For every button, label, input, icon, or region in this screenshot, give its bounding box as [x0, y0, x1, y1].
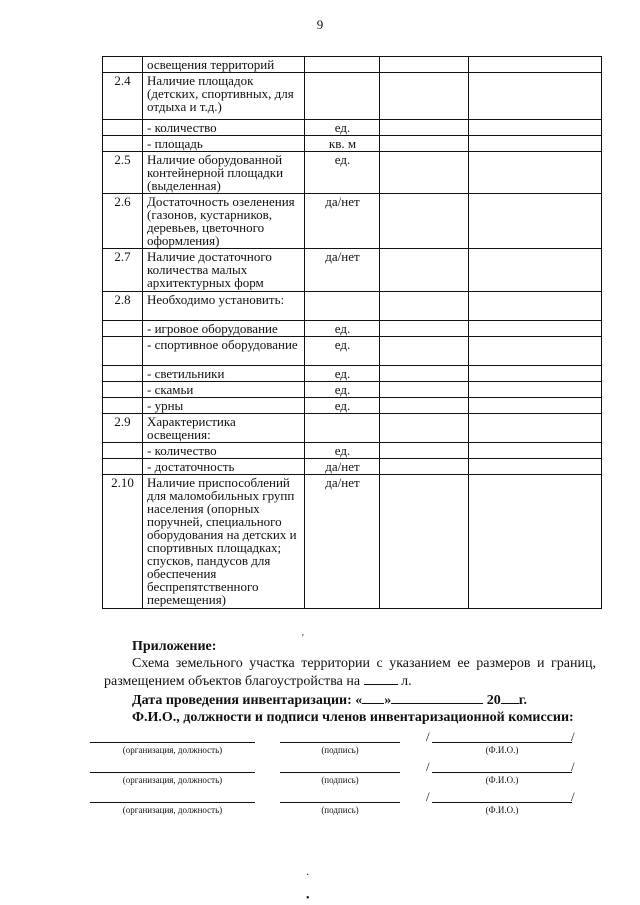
row-value-cell [380, 292, 469, 321]
row-number: 2.8 [103, 292, 143, 321]
decorative-mark: • [306, 893, 310, 904]
row-name: Необходимо установить: [143, 292, 305, 321]
row-note-cell [469, 475, 602, 609]
row-value-cell [380, 443, 469, 459]
org-caption: (организация, должность) [122, 745, 223, 755]
row-name: Наличие оборудованной контейнерной площадки (выделенная) [143, 152, 305, 194]
table-row [103, 136, 602, 152]
row-value-cell [380, 398, 469, 414]
appendix-text: Схема земельного участка территории с указанием ее размеров и границ, размещением объектов благоустройства на л. [104, 656, 596, 689]
row-note-cell [469, 337, 602, 366]
row-note-cell [469, 382, 602, 398]
inventory-date-line: Дата проведения инвентаризации: « » 20 г. [132, 693, 528, 708]
row-unit: ед. [305, 152, 380, 194]
row-value-cell [380, 152, 469, 194]
org-caption: (организация, должность) [122, 805, 223, 815]
table-row [103, 382, 602, 398]
slash-mark: / [571, 789, 575, 804]
fio-caption: (Ф.И.О.) [485, 745, 519, 755]
row-note-cell [469, 194, 602, 249]
table-row [103, 120, 602, 136]
table-row [103, 249, 602, 292]
row-name: - спортивное оборудование [143, 337, 305, 366]
row-name: Наличие площадок (детских, спортивных, для отдыха и т.д.) [143, 73, 305, 120]
signature-row [90, 789, 590, 823]
row-note-cell [469, 398, 602, 414]
signature-row [90, 759, 590, 793]
row-name: Наличие приспособлений для маломобильных групп населения (опорных поручней, специального оборудования на детских и спортивных площадках; спусков, пандусов для обеспечения беспрепятственного перемещения) [143, 475, 305, 609]
decorative-mark: · [306, 870, 310, 881]
row-name: - скамьи [143, 382, 305, 398]
slash-mark: / [426, 729, 430, 744]
row-value-cell [380, 136, 469, 152]
row-unit [305, 73, 380, 120]
table-row [103, 57, 602, 73]
row-unit: ед. [305, 321, 380, 337]
row-unit: да/нет [305, 459, 380, 475]
slash-mark: / [571, 729, 575, 744]
row-name: - достаточность [143, 459, 305, 475]
row-number [103, 398, 143, 414]
row-number [103, 382, 143, 398]
row-value-cell [380, 382, 469, 398]
row-note-cell [469, 73, 602, 120]
row-note-cell [469, 292, 602, 321]
row-unit: ед. [305, 120, 380, 136]
org-line [90, 741, 255, 743]
row-unit: ед. [305, 443, 380, 459]
row-value-cell [380, 459, 469, 475]
row-number: 2.5 [103, 152, 143, 194]
row-note-cell [469, 57, 602, 73]
row-value-cell [380, 120, 469, 136]
sign-caption: (подпись) [321, 775, 359, 785]
table-row [103, 443, 602, 459]
appendix-section [104, 638, 596, 709]
sign-caption: (подпись) [321, 805, 359, 815]
row-unit: ед. [305, 366, 380, 382]
row-number [103, 120, 143, 136]
row-value-cell [380, 366, 469, 382]
row-value-cell [380, 337, 469, 366]
row-name: освещения территорий [143, 57, 305, 73]
row-name: - количество [143, 120, 305, 136]
row-value-cell [380, 73, 469, 120]
row-name: - урны [143, 398, 305, 414]
row-name: - площадь [143, 136, 305, 152]
row-number [103, 443, 143, 459]
row-name: Характеристика освещения: [143, 414, 305, 443]
row-note-cell [469, 366, 602, 382]
fio-line [432, 771, 572, 773]
row-unit: кв. м [305, 136, 380, 152]
row-value-cell [380, 321, 469, 337]
inventory-table [102, 56, 602, 609]
table-row [103, 292, 602, 321]
sign-caption: (подпись) [321, 745, 359, 755]
row-note-cell [469, 136, 602, 152]
row-value-cell [380, 194, 469, 249]
sign-line [280, 741, 400, 743]
row-unit: ед. [305, 382, 380, 398]
row-value-cell [380, 414, 469, 443]
row-number [103, 136, 143, 152]
row-note-cell [469, 443, 602, 459]
row-note-cell [469, 414, 602, 443]
org-line [90, 801, 255, 803]
row-unit [305, 414, 380, 443]
fio-caption: (Ф.И.О.) [485, 775, 519, 785]
commission-heading: Ф.И.О., должности и подписи членов инвентаризационной комиссии: [132, 710, 574, 725]
table-row [103, 321, 602, 337]
row-value-cell [380, 57, 469, 73]
org-line [90, 771, 255, 773]
row-number: 2.7 [103, 249, 143, 292]
row-number: 2.9 [103, 414, 143, 443]
row-note-cell [469, 459, 602, 475]
row-number [103, 337, 143, 366]
signature-row [90, 729, 590, 763]
page-number: 9 [316, 17, 324, 32]
table-row [103, 152, 602, 194]
row-unit: да/нет [305, 249, 380, 292]
table-row [103, 414, 602, 443]
row-number: 2.4 [103, 73, 143, 120]
slash-mark: / [426, 789, 430, 804]
appendix-title: Приложение: [132, 639, 217, 654]
row-note-cell [469, 120, 602, 136]
row-note-cell [469, 321, 602, 337]
table-row [103, 73, 602, 120]
decorative-mark: ' [302, 633, 304, 644]
row-name: - игровое оборудование [143, 321, 305, 337]
row-unit [305, 292, 380, 321]
row-name: Достаточность озеленения (газонов, кустарников, деревьев, цветочного оформления) [143, 194, 305, 249]
row-number: 2.10 [103, 475, 143, 609]
row-number [103, 459, 143, 475]
table-row [103, 337, 602, 366]
row-number [103, 321, 143, 337]
sign-line [280, 771, 400, 773]
row-name: Наличие достаточного количества малых архитектурных форм [143, 249, 305, 292]
row-unit [305, 57, 380, 73]
org-caption: (организация, должность) [122, 775, 223, 785]
row-number [103, 366, 143, 382]
slash-mark: / [426, 759, 430, 774]
row-name: - светильники [143, 366, 305, 382]
row-number [103, 57, 143, 73]
table-row [103, 398, 602, 414]
row-note-cell [469, 249, 602, 292]
row-value-cell [380, 475, 469, 609]
row-note-cell [469, 152, 602, 194]
fio-caption: (Ф.И.О.) [485, 805, 519, 815]
row-unit: ед. [305, 337, 380, 366]
sign-line [280, 801, 400, 803]
row-number: 2.6 [103, 194, 143, 249]
fio-line [432, 741, 572, 743]
table-row [103, 475, 602, 609]
row-unit: ед. [305, 398, 380, 414]
fio-line [432, 801, 572, 803]
table-row [103, 194, 602, 249]
row-value-cell [380, 249, 469, 292]
slash-mark: / [571, 759, 575, 774]
row-unit: да/нет [305, 194, 380, 249]
table-row [103, 366, 602, 382]
row-name: - количество [143, 443, 305, 459]
row-unit: да/нет [305, 475, 380, 609]
table-row [103, 459, 602, 475]
